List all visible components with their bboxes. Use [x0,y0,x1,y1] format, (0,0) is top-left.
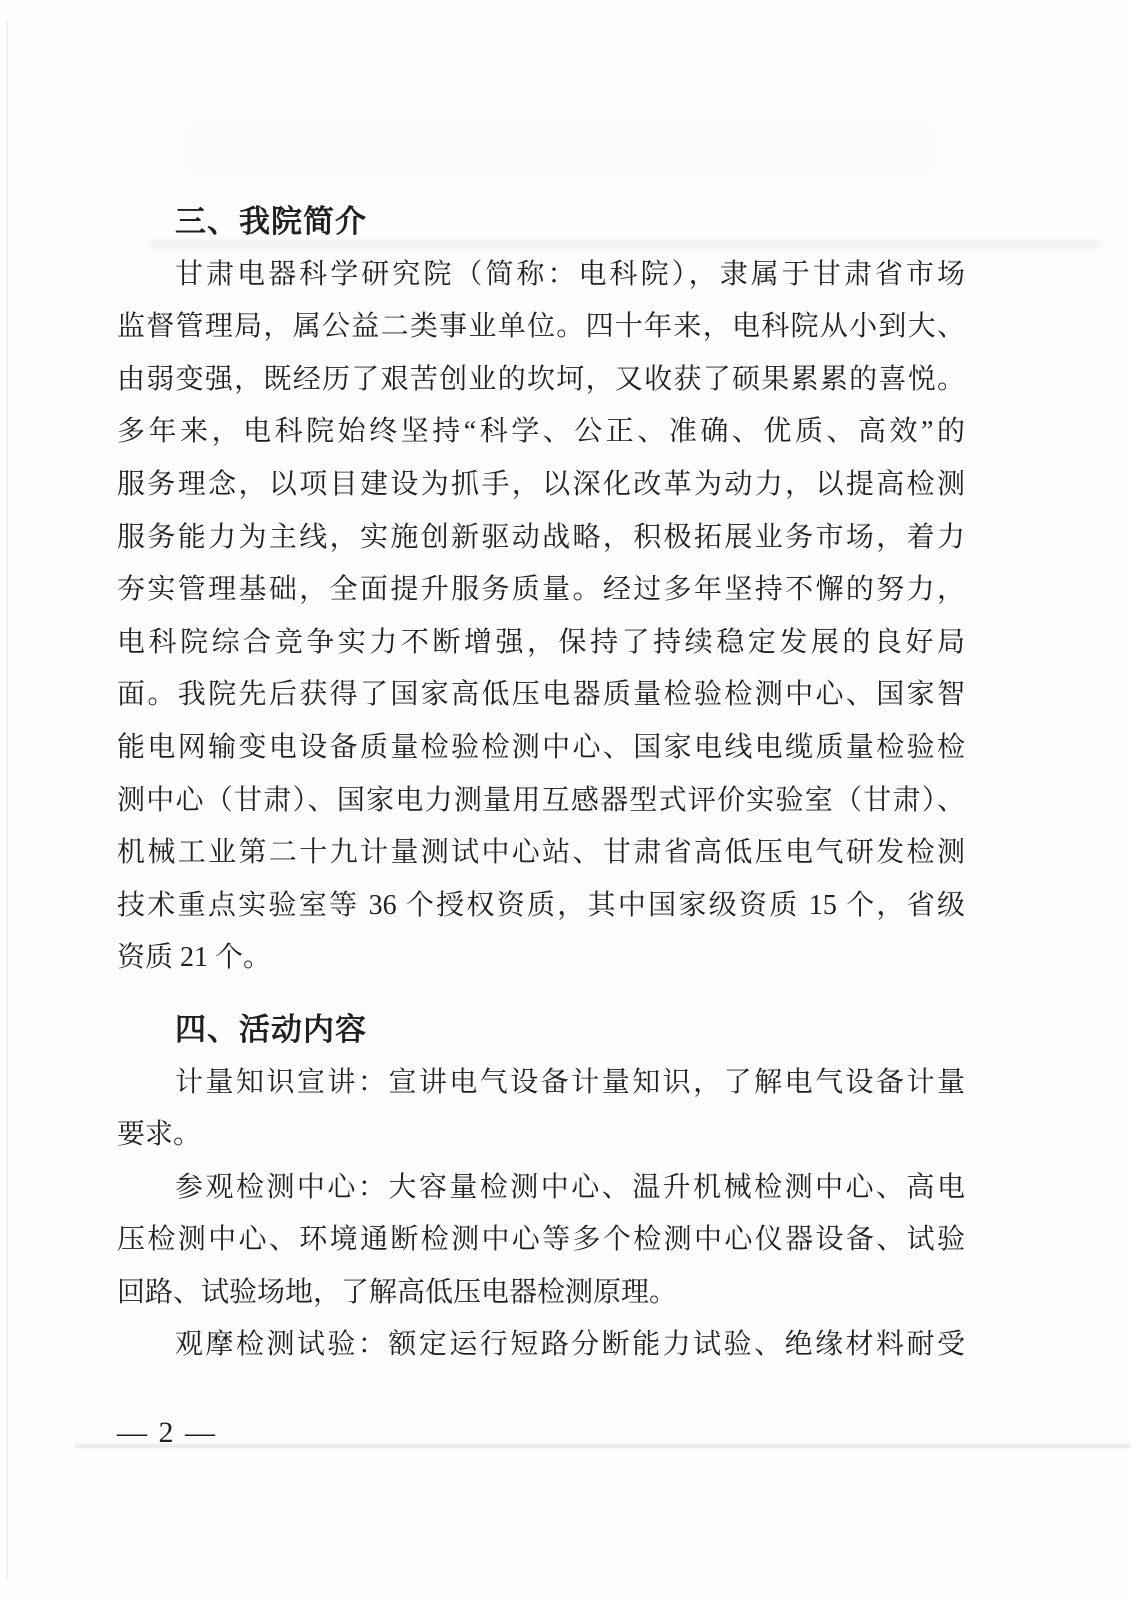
body-line: 要求。 [117,1119,202,1151]
body-line: 服务理念，以项目建设为抓手，以深化改革为动力，以提高检测 [117,468,965,500]
body-line: 由弱变强，既经历了艰苦创业的坎坷，又收获了硕果累累的喜悦。 [117,363,965,395]
body-line: 压检测中心、环境通断检测中心等多个检测中心仪器设备、试验 [117,1224,965,1256]
body-line: 机械工业第二十九计量测试中心站、甘肃省高低压电气研发检测 [117,837,965,869]
page-content [117,196,965,1372]
body-line: 监督管理局，属公益二类事业单位。四十年来，电科院从小到大、 [117,311,965,343]
body-line: 技术重点实验室等 36 个授权资质，其中国家级资质 15 个，省级 [117,889,965,921]
body-line: 参观检测中心：大容量检测中心、温升机械检测中心、高电 [175,1171,965,1203]
body-line: 甘肃电器科学研究院（简称：电科院），隶属于甘肃省市场 [175,258,965,290]
body-line: 资质 21 个。 [117,942,272,974]
body-line: 面。我院先后获得了国家高低压电器质量检验检测中心、国家智 [117,679,965,711]
page-number: — 2 — [117,1416,217,1449]
body-line: 能电网输变电设备质量检验检测中心、国家电线电缆质量检验检 [117,731,965,763]
scan-artifact-top [180,120,940,180]
body-line: 电科院综合竞争实力不断增强，保持了持续稳定发展的良好局 [117,626,965,658]
scan-artifact-footer-line [75,1444,1131,1448]
section-heading-activities: 四、活动内容 [175,1011,367,1047]
scan-artifact-left-edge [6,20,8,1580]
body-line: 观摩检测试验：额定运行短路分断能力试验、绝缘材料耐受 [175,1329,965,1361]
body-line: 测中心（甘肃）、国家电力测量用互感器型式评价实验室（甘肃）、 [117,784,965,816]
body-line: 回路、试验场地，了解高低压电器检测原理。 [117,1276,678,1308]
body-line: 多年来，电科院始终坚持“科学、公正、准确、优质、高效”的 [117,416,965,448]
body-line: 夯实管理基础，全面提升服务质量。经过多年坚持不懈的努力， [117,574,965,606]
body-line: 服务能力为主线，实施创新驱动战略，积极拓展业务市场，着力 [117,521,965,553]
section-heading-intro: 三、我院简介 [175,204,367,239]
body-line: 计量知识宣讲：宣讲电气设备计量知识，了解电气设备计量 [175,1066,965,1098]
